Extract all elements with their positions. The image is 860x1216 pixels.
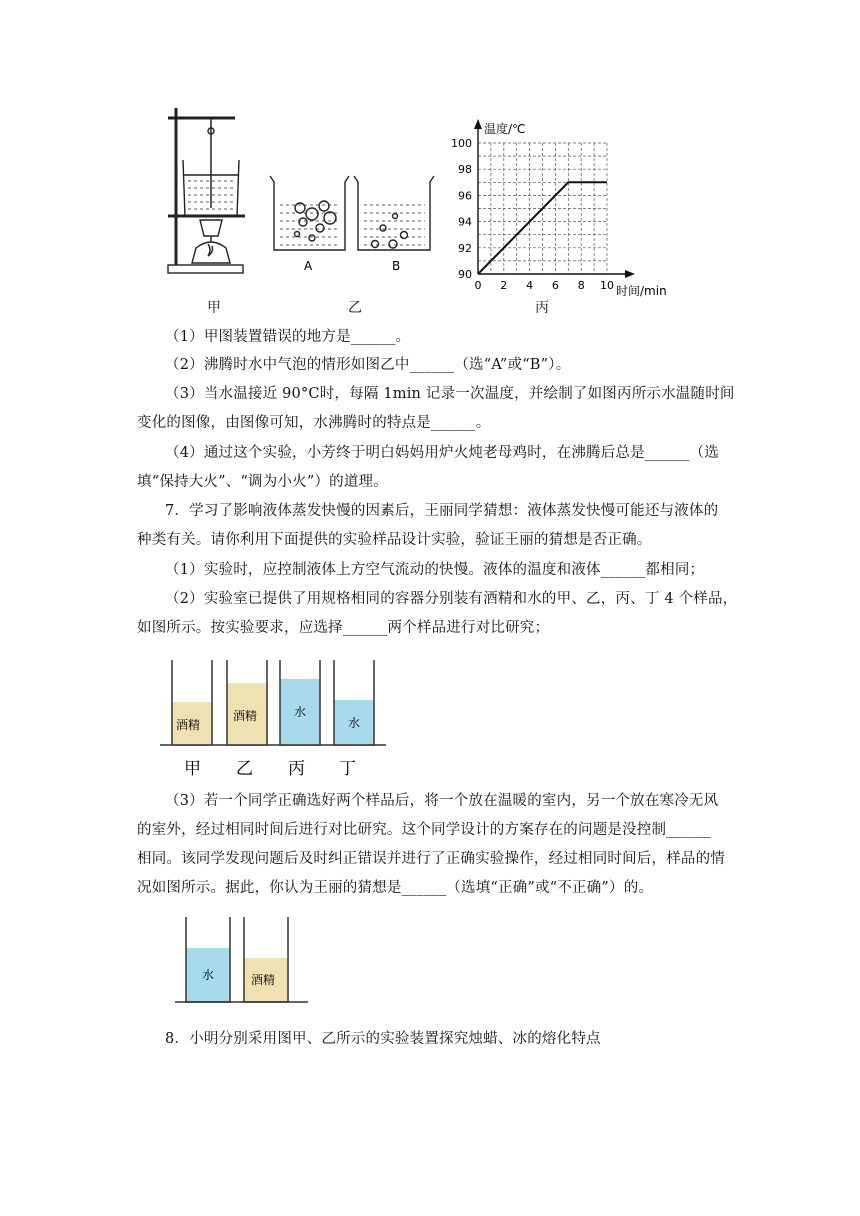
y-axis-arrow <box>474 119 482 129</box>
q6-part4-line1: （4）通过这个实验，小芳终于明白妈妈用炉火炖老母鸡时，在沸腾后总是______（选 <box>165 445 719 461</box>
y-tick-label: 100 <box>451 137 472 150</box>
beaker-b <box>354 176 434 250</box>
top-figure <box>0 0 860 320</box>
y-axis-label: 温度/℃ <box>484 122 526 136</box>
q8-stem: 8．小明分别采用图甲、乙所示的实验装置探究烛蜡、冰的熔化特点 <box>165 1031 601 1047</box>
y-tick-label: 98 <box>458 163 472 177</box>
q7-part3-line2: 的室外，经过相同时间后进行对比研究。这个同学设计的方案存在的问题是没控制______ <box>137 822 711 838</box>
q7-part3-line1: （3）若一个同学正确选好两个样品后，将一个放在温暖的室内，另一个放在寒冷无风 <box>165 793 719 809</box>
q6-part2: （2）沸腾时水中气泡的情形如图乙中______（选“A”或“B”）。 <box>165 357 571 373</box>
q7-stem-line1: 7．学习了影响液体蒸发快慢的因素后，王丽同学猜想：液体蒸发快慢可能还与液体的 <box>165 503 719 519</box>
x-tick-label: 6 <box>551 279 559 292</box>
sample-ding-label: 水 <box>348 716 361 730</box>
q7-part2-line1: （2）实验室已提供了用规格相同的容器分别装有酒精和水的甲、乙，丙、丁 4 个样品， <box>165 591 738 607</box>
result-figure <box>175 912 315 1007</box>
y-tick-label: 92 <box>458 241 472 255</box>
sample-caption-bing: 丙 <box>288 759 305 779</box>
sample-caption-ding: 丁 <box>339 759 356 779</box>
q7-part3-line4: 况如图所示。据此，你认为王丽的猜想是______（选填“正确”或“不正确”）的。 <box>137 880 654 896</box>
apparatus-jia <box>168 108 245 273</box>
sample-caption-yi: 乙 <box>236 759 253 779</box>
q6-part3-line1: （3）当水温接近 90°C时，每隔 1min 记录一次温度，并绘制了如图丙所示水温随时间 <box>165 386 735 402</box>
q7-part2-line2: 如图所示。按实验要求，应选择______两个样品进行对比研究； <box>137 620 550 636</box>
x-axis-label: 时间/min <box>616 284 667 298</box>
temperature-graph <box>451 119 635 292</box>
sample-caption-jia: 甲 <box>184 759 201 779</box>
y-tick-label: 90 <box>458 268 472 281</box>
caption-bing: 丙 <box>535 300 549 316</box>
q6-part3-line2: 变化的图像，由图像可知，水沸腾时的特点是______。 <box>137 415 491 431</box>
sample-bing-label: 水 <box>294 705 307 719</box>
x-tick-label: 0 <box>474 279 482 292</box>
sample-jia-label: 酒精 <box>176 718 201 732</box>
x-tick-label: 4 <box>526 279 534 292</box>
result-water-label: 水 <box>202 968 215 982</box>
x-tick-label: 2 <box>500 279 508 292</box>
q7-part1: （1）实验时，应控制液体上方空气流动的快慢。液体的温度和液体______都相同； <box>165 562 705 578</box>
beaker-b-label: B <box>392 259 401 273</box>
q7-stem-line2: 种类有关。请你利用下面提供的实验样品设计实验，验证王丽的猜想是否正确。 <box>137 532 652 548</box>
y-tick-label: 96 <box>458 189 472 203</box>
caption-jia: 甲 <box>207 300 221 316</box>
x-tick-label: 8 <box>577 279 585 292</box>
beaker-a-label: A <box>304 259 313 273</box>
x-tick-label: 10 <box>600 279 614 292</box>
caption-yi: 乙 <box>348 300 362 316</box>
beaker-a <box>270 176 349 250</box>
samples-figure <box>150 650 390 780</box>
result-alcohol-label: 酒精 <box>251 973 276 987</box>
q7-part3-line3: 相同。该同学发现问题后及时纠正错误并进行了正确实验操作，经过相同时间后，样品的情 <box>137 851 725 867</box>
sample-yi-label: 酒精 <box>233 709 258 723</box>
x-axis-arrow <box>625 270 635 278</box>
q6-part4-line2: 填“保持大火”、“调为小火”）的道理。 <box>137 474 388 490</box>
q6-part1: （1）甲图装置错误的地方是______。 <box>165 329 411 345</box>
y-tick-label: 94 <box>458 215 472 229</box>
